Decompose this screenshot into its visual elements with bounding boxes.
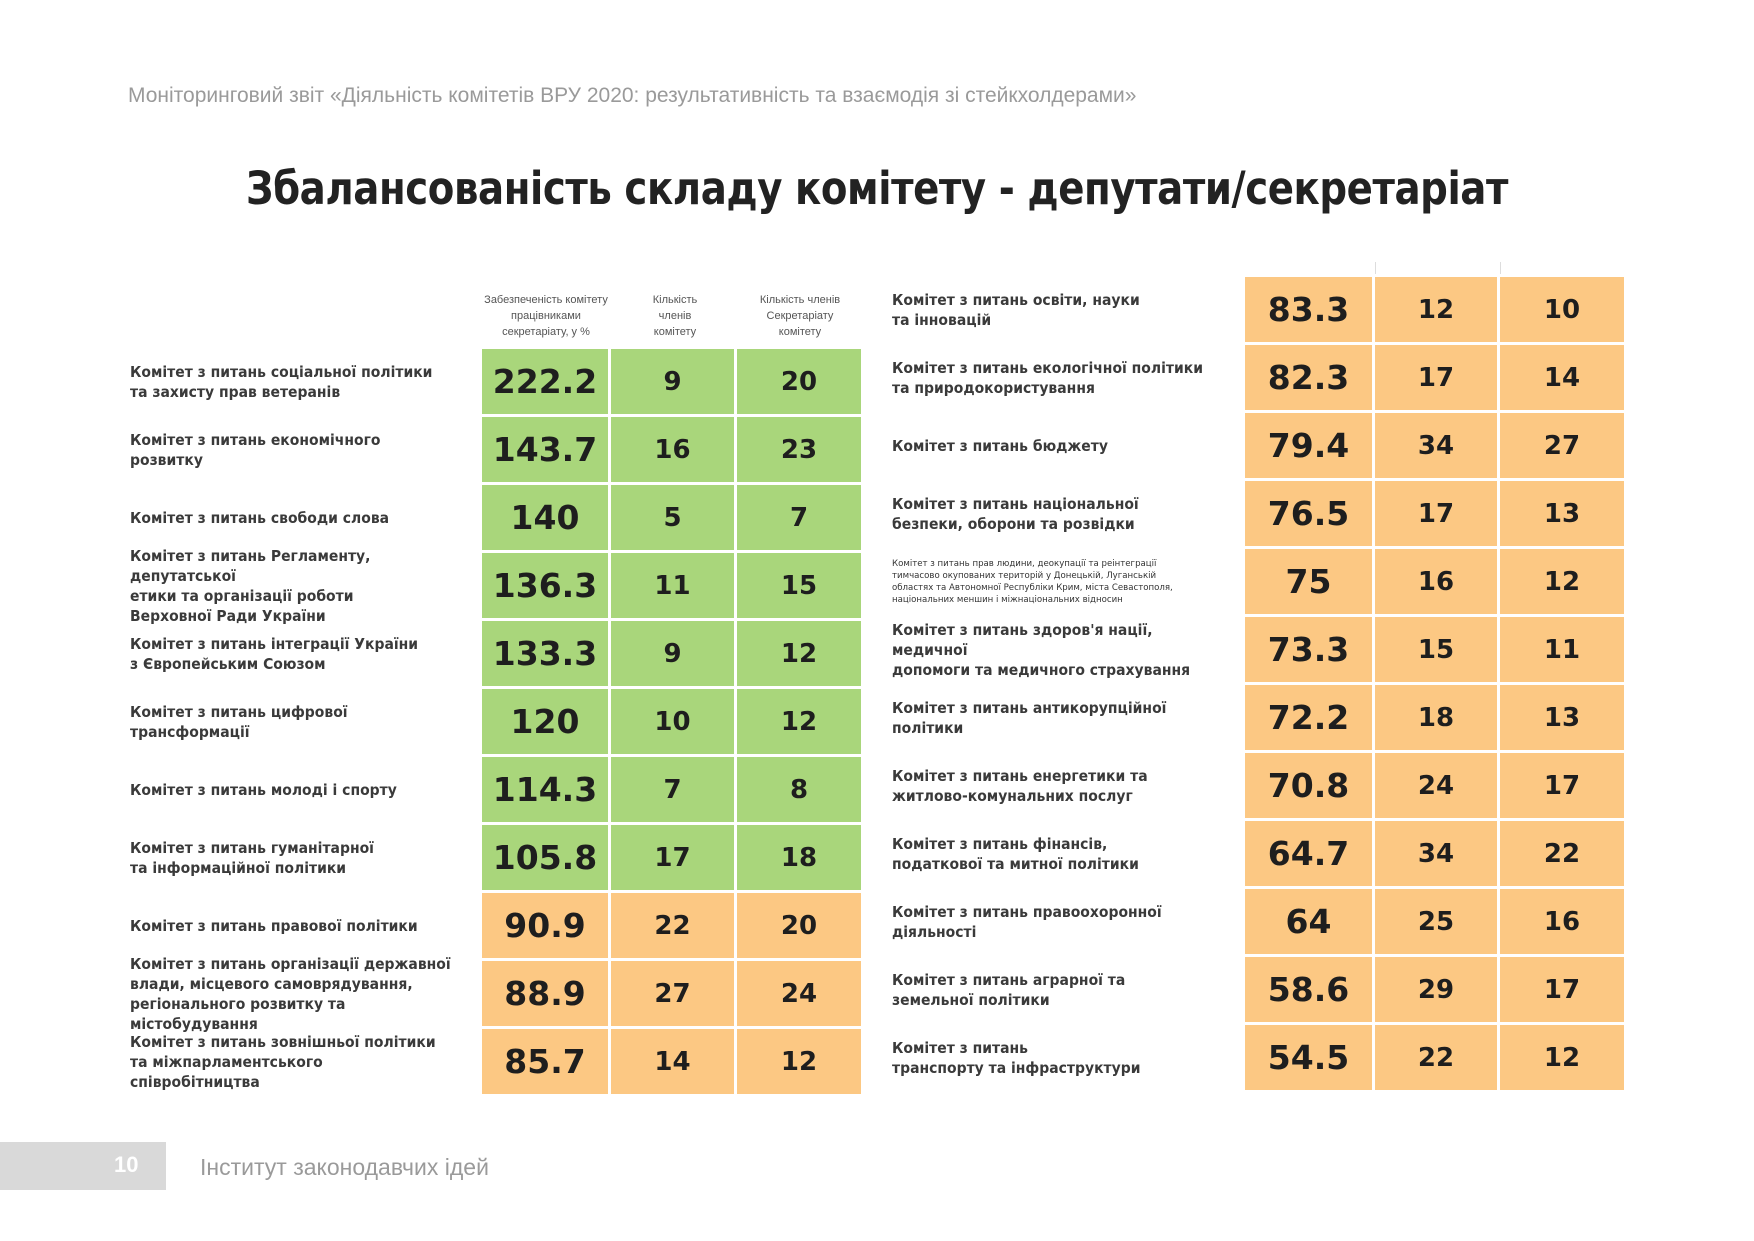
secretariat-cell: 22 bbox=[1500, 821, 1624, 886]
secretariat-cell: 20 bbox=[737, 893, 861, 958]
members-cell: 9 bbox=[611, 349, 734, 414]
secretariat-cell: 20 bbox=[737, 349, 861, 414]
members-cell: 14 bbox=[611, 1029, 734, 1094]
members-cell: 12 bbox=[1375, 277, 1497, 342]
committee-name: Комітет з питань цифрової трансформації bbox=[130, 703, 348, 741]
secretariat-cell: 18 bbox=[737, 825, 861, 890]
column-header-members: Кількість членів комітету bbox=[652, 294, 698, 338]
secretariat-cell: 16 bbox=[1500, 889, 1624, 954]
members-cell: 29 bbox=[1375, 957, 1497, 1022]
members-cell: 7 bbox=[611, 757, 734, 822]
percent-cell: 114.3 bbox=[482, 757, 608, 822]
percent-cell: 54.5 bbox=[1245, 1025, 1372, 1090]
committee-name: Комітет з питань антикорупційної політики bbox=[892, 699, 1167, 737]
committee-name: Комітет з питань національної безпеки, оборони та розвідки bbox=[892, 495, 1139, 533]
committee-name: Комітет з питань Регламенту, депутатської етики та організації роботи Верховної Ради України bbox=[130, 547, 371, 625]
members-cell: 16 bbox=[611, 417, 734, 482]
secretariat-cell: 13 bbox=[1500, 685, 1624, 750]
percent-cell: 90.9 bbox=[482, 893, 608, 958]
committee-name: Комітет з питань свободи слова bbox=[130, 509, 390, 527]
column-header-percent: Забезпеченість комітету працівниками секретаріату, у % bbox=[484, 294, 608, 338]
committee-name: Комітет з питань молоді і спорту bbox=[130, 781, 397, 799]
secretariat-cell: 23 bbox=[737, 417, 861, 482]
committee-name: Комітет з питань прав людини, деокупації та реінтеграції тимчасово окупованих територій у Донецькій, Луганській областях та Автономної Республіки Крим, міста Севастополя, національних меншин і міжнаціональних відносин bbox=[892, 559, 1173, 605]
report-header: Моніторинговий звіт «Діяльність комітетів ВРУ 2020: результативність та взаємодія зі стейкхолдерами» bbox=[128, 84, 1137, 107]
members-cell: 17 bbox=[1375, 481, 1497, 546]
page-number-box bbox=[0, 1142, 166, 1190]
secretariat-cell: 24 bbox=[737, 961, 861, 1026]
members-cell: 10 bbox=[611, 689, 734, 754]
secretariat-cell: 17 bbox=[1500, 957, 1624, 1022]
footer-organization: Інститут законодавчих ідей bbox=[200, 1154, 489, 1180]
members-cell: 34 bbox=[1375, 821, 1497, 886]
percent-cell: 120 bbox=[482, 689, 608, 754]
committee-name: Комітет з питань організації державної влади, місцевого самоврядування, регіонального розвитку та містобудування bbox=[130, 955, 451, 1033]
members-cell: 5 bbox=[611, 485, 734, 550]
committee-name: Комітет з питань інтеграції України з Європейським Союзом bbox=[130, 635, 419, 673]
members-cell: 22 bbox=[1375, 1025, 1497, 1090]
percent-cell: 143.7 bbox=[482, 417, 608, 482]
percent-cell: 105.8 bbox=[482, 825, 608, 890]
percent-cell: 82.3 bbox=[1245, 345, 1372, 410]
percent-cell: 140 bbox=[482, 485, 608, 550]
secretariat-cell: 8 bbox=[737, 757, 861, 822]
members-cell: 18 bbox=[1375, 685, 1497, 750]
secretariat-cell: 7 bbox=[737, 485, 861, 550]
secretariat-cell: 14 bbox=[1500, 345, 1624, 410]
column-header-secretariat: Кількість членів Секретаріату комітету bbox=[759, 294, 841, 338]
secretariat-cell: 12 bbox=[1500, 1025, 1624, 1090]
secretariat-cell: 10 bbox=[1500, 277, 1624, 342]
members-cell: 22 bbox=[611, 893, 734, 958]
members-cell: 17 bbox=[611, 825, 734, 890]
percent-cell: 58.6 bbox=[1245, 957, 1372, 1022]
committee-name: Комітет з питань фінансів, податкової та митної політики bbox=[892, 835, 1139, 873]
committee-name: Комітет з питань освіти, науки та інновацій bbox=[892, 291, 1140, 329]
percent-cell: 88.9 bbox=[482, 961, 608, 1026]
percent-cell: 76.5 bbox=[1245, 481, 1372, 546]
secretariat-cell: 27 bbox=[1500, 413, 1624, 478]
committee-name: Комітет з питань аграрної та земельної політики bbox=[892, 971, 1126, 1009]
percent-cell: 222.2 bbox=[482, 349, 608, 414]
percent-cell: 64.7 bbox=[1245, 821, 1372, 886]
secretariat-cell: 12 bbox=[1500, 549, 1624, 614]
secretariat-cell: 15 bbox=[737, 553, 861, 618]
percent-cell: 75 bbox=[1245, 549, 1372, 614]
percent-cell: 83.3 bbox=[1245, 277, 1372, 342]
committee-name: Комітет з питань економічного розвитку bbox=[130, 431, 381, 469]
committee-name: Комітет з питань здоров'я нації, медичної допомоги та медичного страхування bbox=[892, 621, 1191, 679]
committee-name: Комітет з питань зовнішньої політики та міжпарламентського співробітництва bbox=[130, 1033, 436, 1091]
secretariat-cell: 17 bbox=[1500, 753, 1624, 818]
members-cell: 16 bbox=[1375, 549, 1497, 614]
committee-name: Комітет з питань екологічної політики та природокористування bbox=[892, 359, 1203, 397]
percent-cell: 85.7 bbox=[482, 1029, 608, 1094]
committee-name: Комітет з питань бюджету bbox=[892, 437, 1108, 455]
secretariat-cell: 13 bbox=[1500, 481, 1624, 546]
percent-cell: 133.3 bbox=[482, 621, 608, 686]
members-cell: 11 bbox=[611, 553, 734, 618]
committee-name: Комітет з питань правової політики bbox=[130, 917, 418, 935]
page-number: 10 bbox=[114, 1152, 139, 1177]
percent-cell: 70.8 bbox=[1245, 753, 1372, 818]
secretariat-cell: 12 bbox=[737, 621, 861, 686]
committee-name: Комітет з питань соціальної політики та захисту прав ветеранів bbox=[130, 363, 433, 401]
members-cell: 17 bbox=[1375, 345, 1497, 410]
members-cell: 24 bbox=[1375, 753, 1497, 818]
members-cell: 15 bbox=[1375, 617, 1497, 682]
secretariat-cell: 12 bbox=[737, 689, 861, 754]
percent-cell: 136.3 bbox=[482, 553, 608, 618]
members-cell: 27 bbox=[611, 961, 734, 1026]
page-title: Збалансованість складу комітету - депутати/секретаріат bbox=[246, 162, 1508, 215]
committee-name: Комітет з питань транспорту та інфраструктури bbox=[892, 1039, 1141, 1077]
committee-name: Комітет з питань енергетики та житлово-комунальних послуг bbox=[892, 767, 1148, 805]
secretariat-cell: 12 bbox=[737, 1029, 861, 1094]
members-cell: 9 bbox=[611, 621, 734, 686]
members-cell: 25 bbox=[1375, 889, 1497, 954]
secretariat-cell: 11 bbox=[1500, 617, 1624, 682]
percent-cell: 64 bbox=[1245, 889, 1372, 954]
percent-cell: 72.2 bbox=[1245, 685, 1372, 750]
percent-cell: 79.4 bbox=[1245, 413, 1372, 478]
members-cell: 34 bbox=[1375, 413, 1497, 478]
percent-cell: 73.3 bbox=[1245, 617, 1372, 682]
committee-name: Комітет з питань правоохоронної діяльності bbox=[892, 903, 1162, 941]
committee-name: Комітет з питань гуманітарної та інформаційної політики bbox=[130, 839, 374, 877]
